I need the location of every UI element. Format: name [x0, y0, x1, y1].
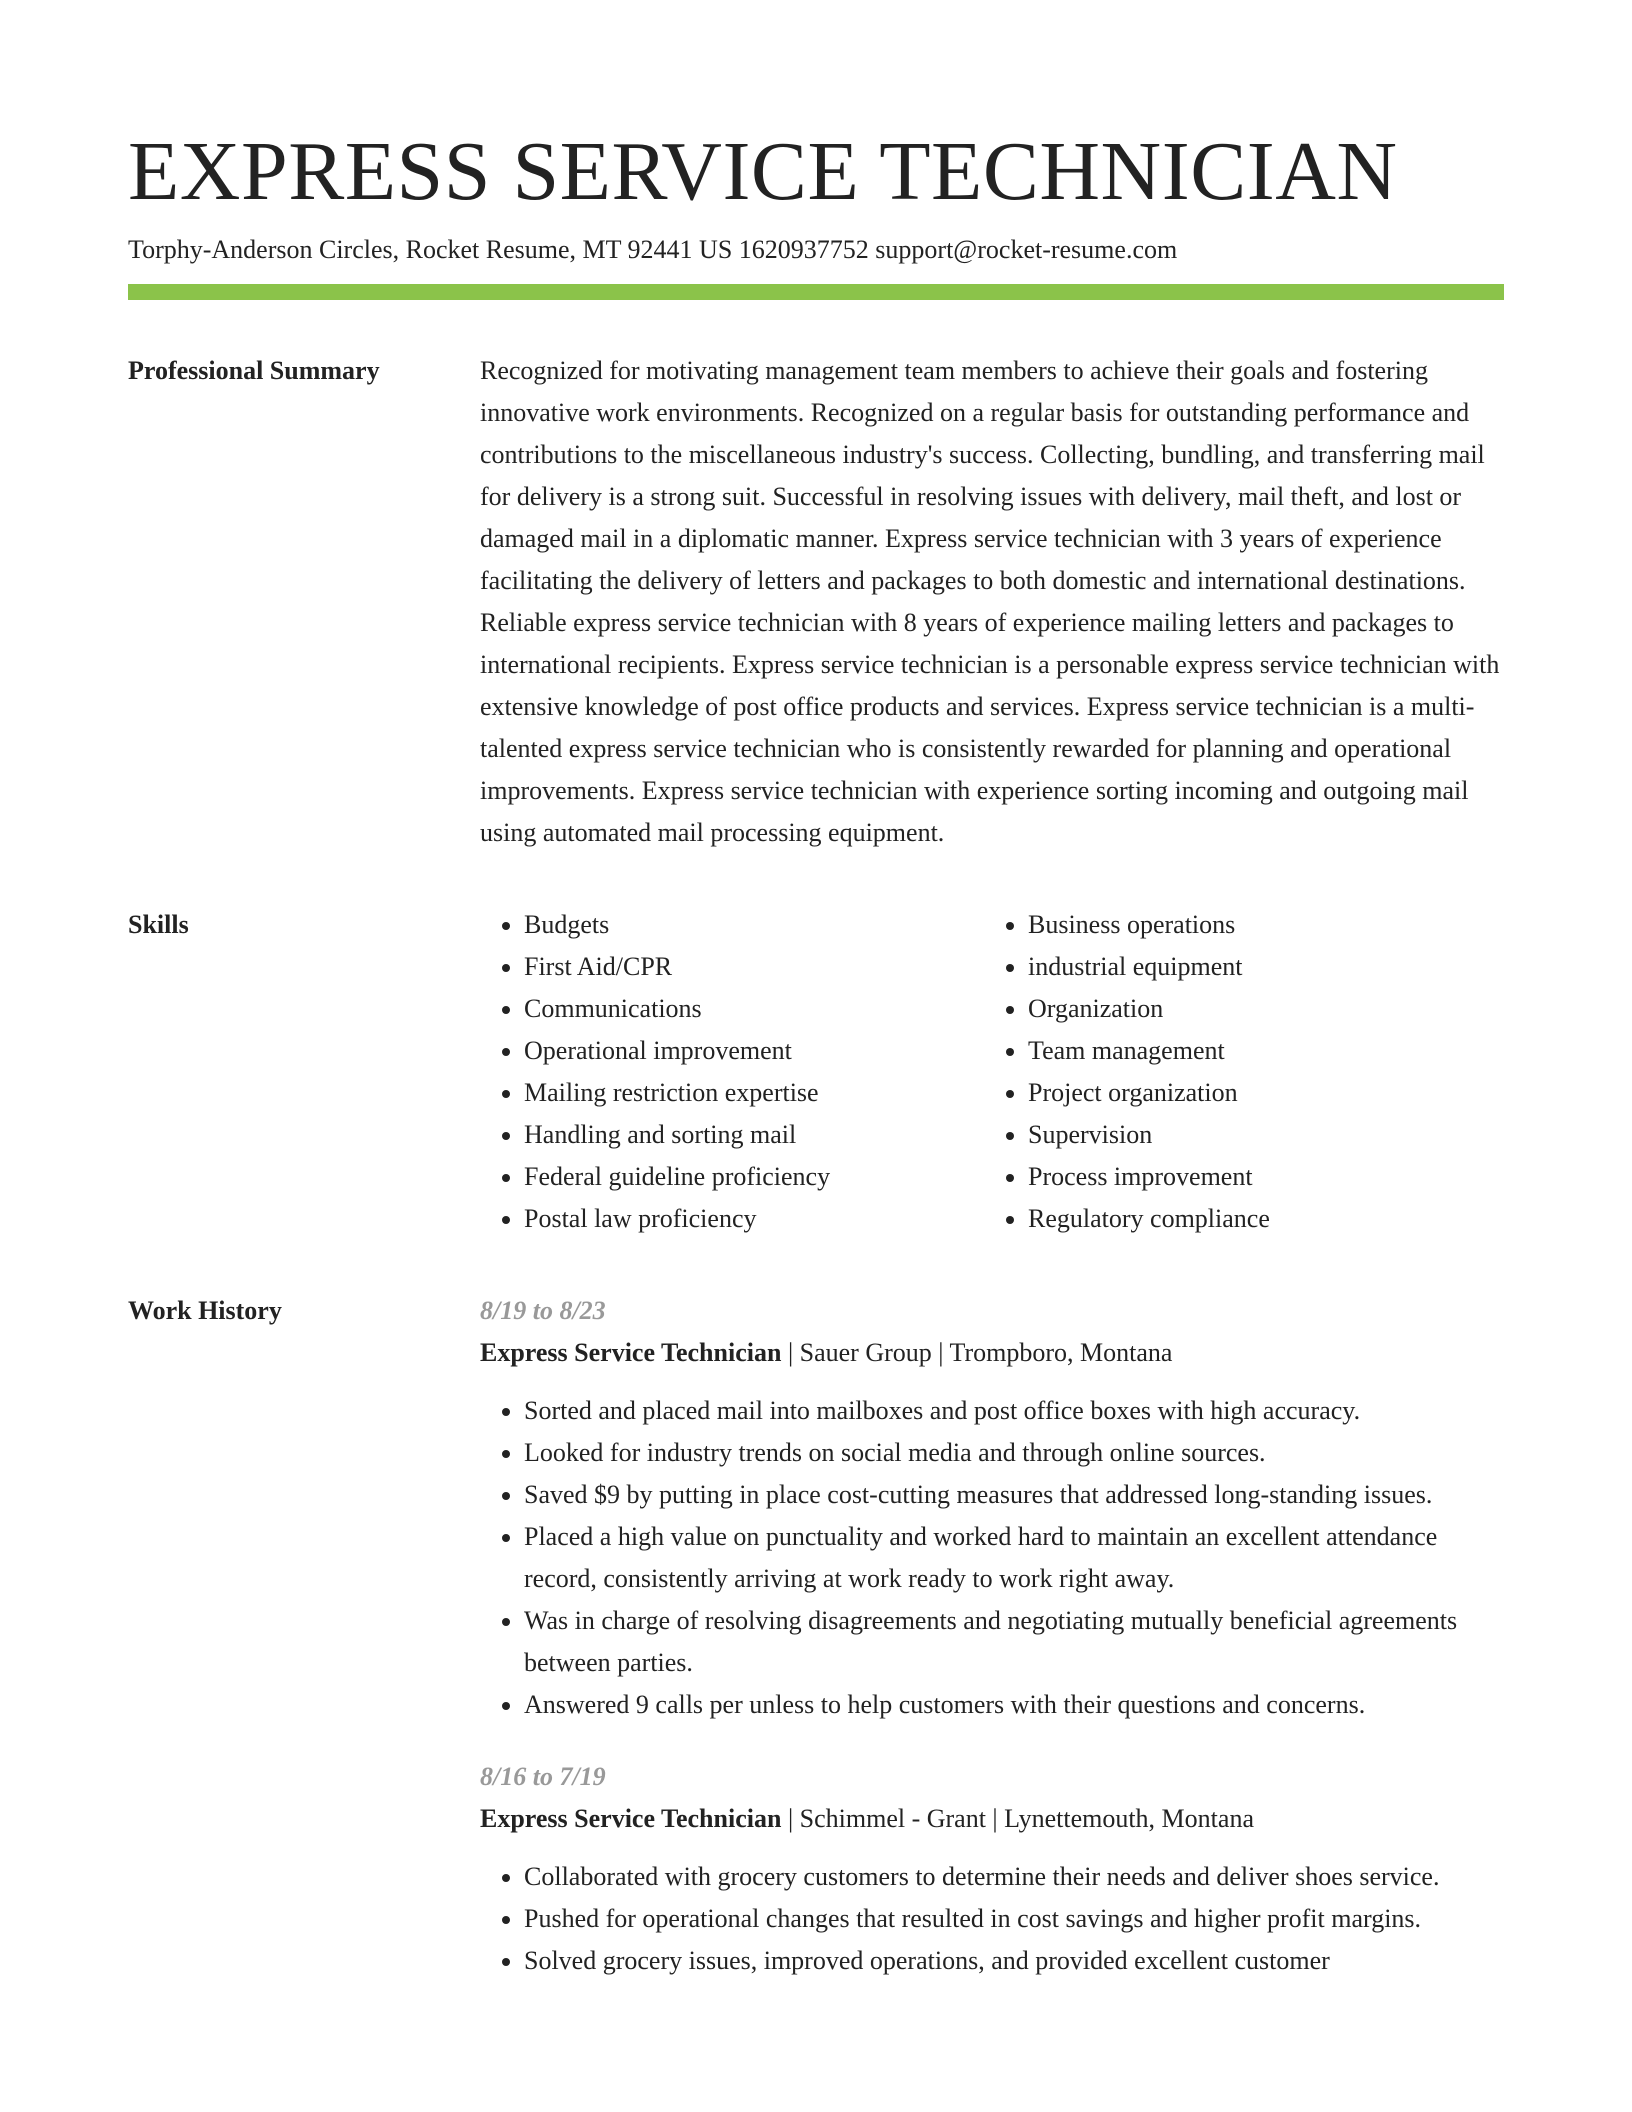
- work-history-section: [128, 1290, 1504, 2012]
- job-bullet: • Saved $9 by putting in place cost-cutting measures that addressed long-standing issues.: [524, 1474, 1504, 1516]
- skill-item: • Project organization: [1028, 1072, 1488, 1114]
- job-bullets: [480, 1390, 1504, 1726]
- summary-text: Recognized for motivating management team members to achieve their goals and fostering innovative work environments. Recognized on a regular basis for outstanding performance and contributions to the miscellaneous industry's success. Collecting, bundling, and transferring mail for delivery is a strong suit. Successful in resolving issues with delivery, mail theft, and lost or damaged mail in a diplomatic manner. Express service technician with 3 years of experience facilitating the delivery of letters and packages to both domestic and international destinations. Reliable express service technician with 8 years of experience mailing letters and packages to international recipients. Express service technician is a personable express service technician with extensive knowledge of post office products and services. Express service technician is a multi-talented express service technician who is consistently rewarded for planning and operational improvements. Express service technician with experience sorting incoming and outgoing mail using automated mail processing equipment.: [480, 356, 1500, 847]
- skills-column-1: [480, 904, 984, 1240]
- skill-item: • Regulatory compliance: [1028, 1198, 1488, 1240]
- summary-heading: Professional Summary: [128, 356, 380, 385]
- skill-item: • Business operations: [1028, 904, 1488, 946]
- skills-heading: Skills: [128, 910, 189, 939]
- job-bullet: • Collaborated with grocery customers to determine their needs and deliver shoes service.: [524, 1856, 1504, 1898]
- job-bullet: • Was in charge of resolving disagreements and negotiating mutually beneficial agreements between parties.: [524, 1600, 1504, 1684]
- summary-section: [128, 350, 1504, 854]
- job-bullet: • Looked for industry trends on social media and through online sources.: [524, 1432, 1504, 1474]
- resume-page: [128, 0, 1504, 2012]
- job-bullet: • Answered 9 calls per unless to help customers with their questions and concerns.: [524, 1684, 1504, 1726]
- job-bullet: • Sorted and placed mail into mailboxes and post office boxes with high accuracy.: [524, 1390, 1504, 1432]
- accent-divider: [128, 284, 1504, 300]
- skill-item: • Supervision: [1028, 1114, 1488, 1156]
- candidate-name: EXPRESS SERVICE TECHNICIAN: [128, 125, 1398, 218]
- job-bullet: • Solved grocery issues, improved operations, and provided excellent customer: [524, 1940, 1504, 1982]
- contact-line: Torphy-Anderson Circles, Rocket Resume, MT 92441 US 1620937752 support@rocket-resume.com: [128, 235, 1178, 264]
- skills-column-2: [984, 904, 1488, 1240]
- skill-item: • Communications: [524, 988, 984, 1030]
- job-company-location: | Schimmel - Grant | Lynettemouth, Montana: [781, 1804, 1254, 1833]
- skill-item: • industrial equipment: [1028, 946, 1488, 988]
- skill-item: • Team management: [1028, 1030, 1488, 1072]
- skill-item: • Postal law proficiency: [524, 1198, 984, 1240]
- job-company-location: | Sauer Group | Trompboro, Montana: [781, 1338, 1173, 1367]
- skill-item: • Operational improvement: [524, 1030, 984, 1072]
- skills-section: [128, 904, 1504, 1240]
- job-title: Express Service Technician: [480, 1338, 782, 1367]
- job-bullet: • Pushed for operational changes that resulted in cost savings and higher profit margins.: [524, 1898, 1504, 1940]
- skill-item: • Organization: [1028, 988, 1488, 1030]
- skill-item: • First Aid/CPR: [524, 946, 984, 988]
- job-dates: 8/16 to 7/19: [480, 1762, 606, 1791]
- job-heading: [480, 1798, 1504, 1840]
- job-dates: 8/19 to 8/23: [480, 1296, 606, 1325]
- skill-item: • Budgets: [524, 904, 984, 946]
- skill-item: • Federal guideline proficiency: [524, 1156, 984, 1198]
- skill-item: • Process improvement: [1028, 1156, 1488, 1198]
- skill-item: • Mailing restriction expertise: [524, 1072, 984, 1114]
- job-heading: [480, 1332, 1504, 1374]
- skill-item: • Handling and sorting mail: [524, 1114, 984, 1156]
- work-history-heading: Work History: [128, 1296, 282, 1325]
- job-entry: [480, 1756, 1504, 1982]
- job-title: Express Service Technician: [480, 1804, 782, 1833]
- job-entry: [480, 1290, 1504, 1726]
- job-bullets: [480, 1856, 1504, 1982]
- job-bullet: • Placed a high value on punctuality and worked hard to maintain an excellent attendance record, consistently arriving at work ready to work right away.: [524, 1516, 1504, 1600]
